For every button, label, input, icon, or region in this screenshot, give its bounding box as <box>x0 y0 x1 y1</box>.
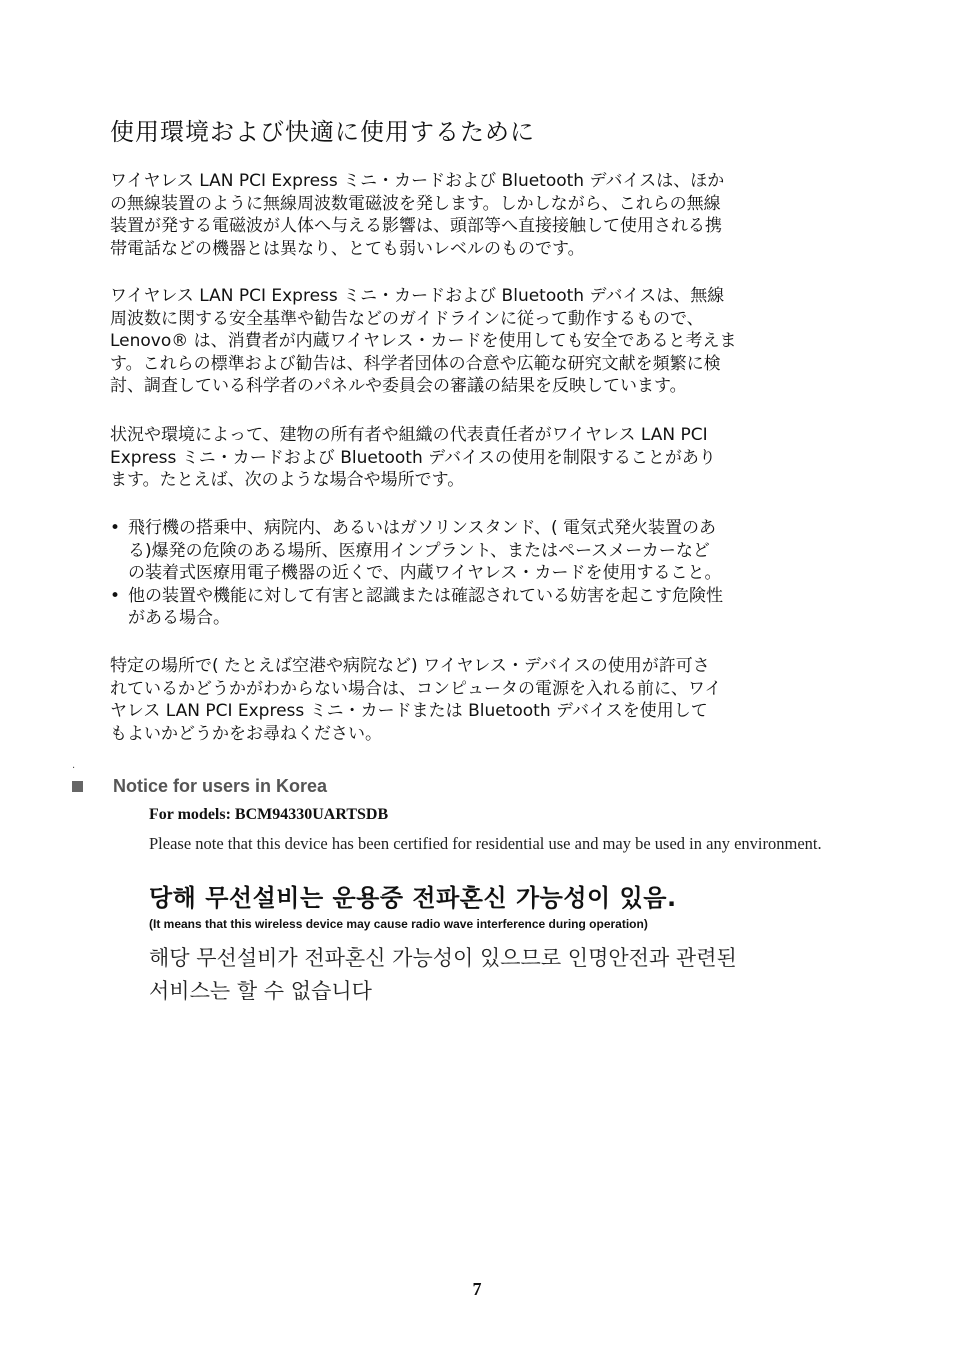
paragraph-line: 装置が発する電磁波が人体へ与える影響は、頭部等へ直接接触して使用される携 <box>110 216 722 236</box>
paragraph-line: 討、調査している科学者のパネルや委員会の審議の結果を反映しています。 <box>110 376 687 396</box>
list-item <box>110 585 844 630</box>
paragraph-line: Lenovo® は、消費者が内蔵ワイヤレス・カードを使用しても安全であると考えま <box>110 331 737 351</box>
section-heading: 使用環境および快適に使用するために <box>110 118 535 146</box>
list-item-line: の装着式医療用電子機器の近くで、内蔵ワイヤレス・カードを使用すること。 <box>128 563 722 583</box>
english-translation: (It means that this wireless device may cause radio wave interference during operation) <box>149 917 648 931</box>
list-item-line: がある場合。 <box>128 608 230 628</box>
models-line: For models: BCM94330UARTSDB <box>149 806 389 823</box>
paragraph-line: ワイヤレス LAN PCI Express ミニ・カードおよび Bluetooth デバイスは、ほか <box>110 171 725 191</box>
paragraph-line: Express ミニ・カードおよび Bluetooth デバイスの使用を制限することがあり <box>110 447 716 468</box>
bullet-marker: • <box>110 585 121 606</box>
paragraph-restrictions <box>110 424 844 492</box>
paragraph-line: もよいかどうかをお尋ねください。 <box>110 723 382 744</box>
paragraph-line: ます。たとえば、次のような場合や場所です。 <box>110 470 465 490</box>
list-item-line: る)爆発の危険のある場所、医療用インプラント、またはペースメーカーなど <box>128 540 710 561</box>
korean-warning-paragraph <box>149 942 869 1008</box>
paragraph-line: ヤレス LAN PCI Express ミニ・カードまたは Bluetooth デバイスを使用して <box>110 701 708 721</box>
paragraph-line: 特定の場所で( たとえば空港や病院など) ワイヤレス・デバイスの使用が許可さ <box>110 656 710 676</box>
paragraph-ask-permission <box>110 655 844 745</box>
paragraph-line: 周波数に関する安全基準や勧告などのガイドラインに従って動作するもので、 <box>110 308 704 329</box>
square-bullet-icon <box>72 781 83 792</box>
korean-warning-heading: 당해 무선설비는 운용중 전파혼신 가능성이 있음. <box>149 884 677 912</box>
list-item-line: 他の装置や機能に対して有害と認識または確認されている妨害を起こす危険性 <box>128 585 723 606</box>
stray-dot: . <box>72 760 76 771</box>
certification-note: Please note that this device has been certified for residential use and may be used in any environment. <box>149 834 822 853</box>
paragraph-line: 帯電話などの機器とは異なり、とても弱いレベルのものです。 <box>110 238 585 259</box>
paragraph-line: の無線装置のように無線周波数電磁波を発します。しかしながら、これらの無線 <box>110 193 721 214</box>
paragraph-line: 状況や環境によって、建物の所有者や組織の代表責任者がワイヤレス LAN PCI <box>110 425 708 445</box>
paragraph-safety-standards <box>110 285 844 398</box>
paragraph-line: れているかどうかがわからない場合は、コンピュータの電源を入れる前に、ワイ <box>110 678 722 699</box>
list-item-line: 飛行機の搭乗中、病院内、あるいはガソリンスタンド、( 電気式発火装置のあ <box>128 518 716 538</box>
paragraph-line: 서비스는 할 수 없습니다 <box>149 979 372 1003</box>
paragraph-line: 해당 무선설비가 전파혼신 가능성이 있으므로 인명안전과 관련된 <box>149 946 737 970</box>
korea-notice-title-text: Notice for users in Korea <box>113 776 328 796</box>
paragraph-line: ワイヤレス LAN PCI Express ミニ・カードおよび Bluetooth デバイスは、無線 <box>110 286 725 306</box>
page-number: 7 <box>472 1279 482 1299</box>
restriction-list <box>110 517 844 630</box>
paragraph-line: す。これらの標準および勧告は、科学者団体の合意や広範な研究文献を頻繁に検 <box>110 353 721 374</box>
korea-notice-title <box>72 776 327 797</box>
list-item <box>110 517 844 585</box>
paragraph-radio-emission <box>110 170 844 260</box>
bullet-marker: • <box>110 518 121 538</box>
